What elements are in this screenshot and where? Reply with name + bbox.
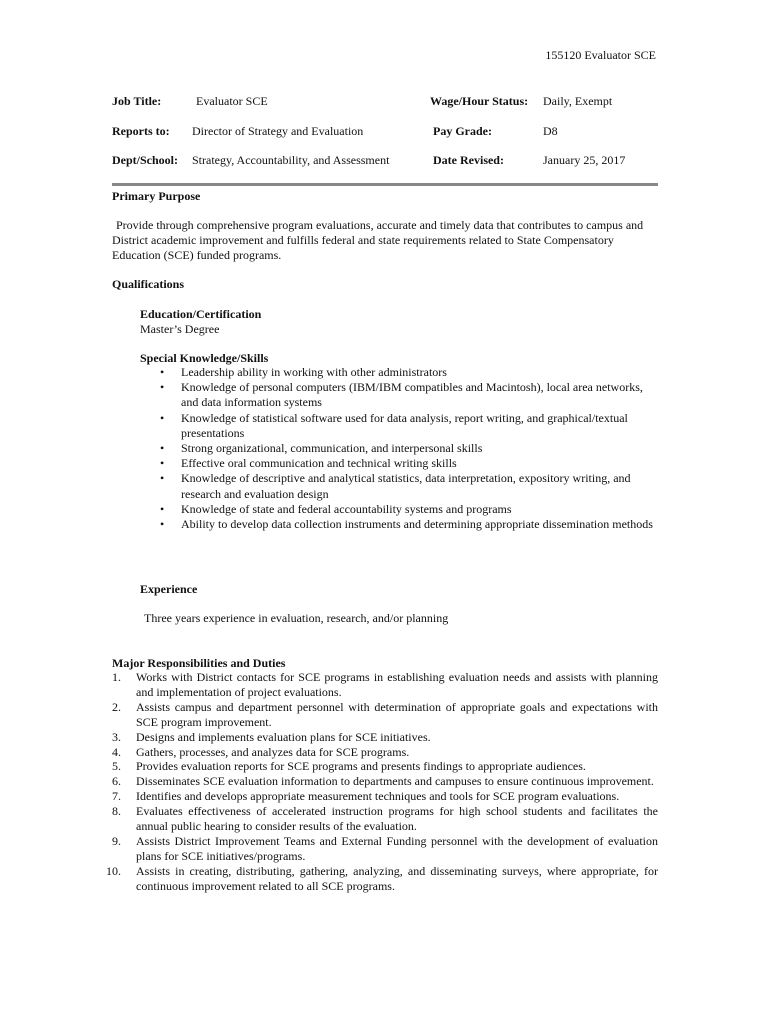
- list-item: 7. Identifies and develops appropriate measurement techniques and tools for SCE program evaluations.: [112, 789, 620, 804]
- primary-purpose-heading: Primary Purpose: [112, 189, 201, 203]
- list-item: 2. Assists campus and department personnel with determination of appropriate goals and expectations with SCE program improvement.: [112, 699, 658, 729]
- list-item: • Knowledge of personal computers (IBM/IBM compatibles and Macintosh), local area networks, and data information systems: [160, 380, 660, 410]
- education-value: Master’s Degree: [140, 322, 220, 336]
- list-item: 5. Provides evaluation reports for SCE programs and presents findings to appropriate audiences.: [112, 759, 586, 774]
- skills-list: [160, 365, 660, 532]
- document-id: 155120 Evaluator SCE: [545, 48, 656, 62]
- list-item: 10. Assists in creating, distributing, gathering, analyzing, and disseminating surveys, where appropriate, for continuous improvement related to all SCE programs.: [106, 863, 658, 893]
- qualifications-heading: Qualifications: [112, 277, 185, 291]
- wage-status-label: Wage/Hour Status:: [430, 94, 529, 108]
- skills-heading: Special Knowledge/Skills: [140, 351, 269, 365]
- list-item: • Knowledge of state and federal accountability systems and programs: [160, 502, 660, 517]
- dept-school-value: Strategy, Accountability, and Assessment: [192, 153, 390, 167]
- experience-value: Three years experience in evaluation, research, and/or planning: [144, 611, 449, 625]
- list-item: 1. Works with District contacts for SCE programs in establishing evaluation needs and assists with planning and implementation of project evaluations.: [112, 670, 658, 699]
- duties-heading: Major Responsibilities and Duties: [112, 656, 286, 670]
- date-revised-value: January 25, 2017: [543, 153, 626, 167]
- list-item: • Knowledge of descriptive and analytical statistics, data interpretation, expository writing, and research and evaluation design: [160, 471, 660, 501]
- list-item: 6. Disseminates SCE evaluation information to departments and campuses to ensure continuous improvement.: [112, 774, 654, 789]
- experience-heading: Experience: [140, 582, 198, 596]
- list-item: • Ability to develop data collection instruments and determining appropriate dissemination methods: [160, 517, 660, 532]
- list-item: • Effective oral communication and technical writing skills: [160, 456, 660, 471]
- list-item: • Strong organizational, communication, and interpersonal skills: [160, 441, 660, 456]
- job-title-value: Evaluator SCE: [196, 94, 268, 108]
- education-heading: Education/Certification: [140, 307, 262, 321]
- wage-status-value: Daily, Exempt: [543, 94, 613, 108]
- header-divider: [112, 183, 658, 186]
- list-item: 3. Designs and implements evaluation plans for SCE initiatives.: [112, 729, 431, 744]
- list-item: 9. Assists District Improvement Teams and External Funding personnel with the development of evaluation plans for SCE initiatives/programs.: [112, 833, 658, 863]
- list-item: • Leadership ability in working with other administrators: [160, 365, 660, 380]
- list-item: 8. Evaluates effectiveness of accelerated instruction programs for high school students and facilitates the annual public hearing to consider results of the evaluation.: [112, 804, 658, 834]
- reports-to-label: Reports to:: [112, 124, 170, 138]
- duties-list: [106, 670, 658, 894]
- list-item: • Knowledge of statistical software used for data analysis, report writing, and graphical/textual presentations: [160, 411, 660, 441]
- list-item: 4. Gathers, processes, and analyzes data for SCE programs.: [112, 744, 410, 759]
- primary-purpose-text: Provide through comprehensive program evaluations, accurate and timely data that contributes to campus and District academic improvement and fulfills federal and state requirements related to State Compensatory Education (SCE) funded programs.: [112, 218, 644, 262]
- pay-grade-value: D8: [543, 124, 558, 138]
- dept-school-label: Dept/School:: [112, 153, 178, 167]
- date-revised-label: Date Revised:: [433, 153, 504, 167]
- pay-grade-label: Pay Grade:: [433, 124, 492, 138]
- job-title-label: Job Title:: [112, 94, 162, 108]
- reports-to-value: Director of Strategy and Evaluation: [192, 124, 364, 138]
